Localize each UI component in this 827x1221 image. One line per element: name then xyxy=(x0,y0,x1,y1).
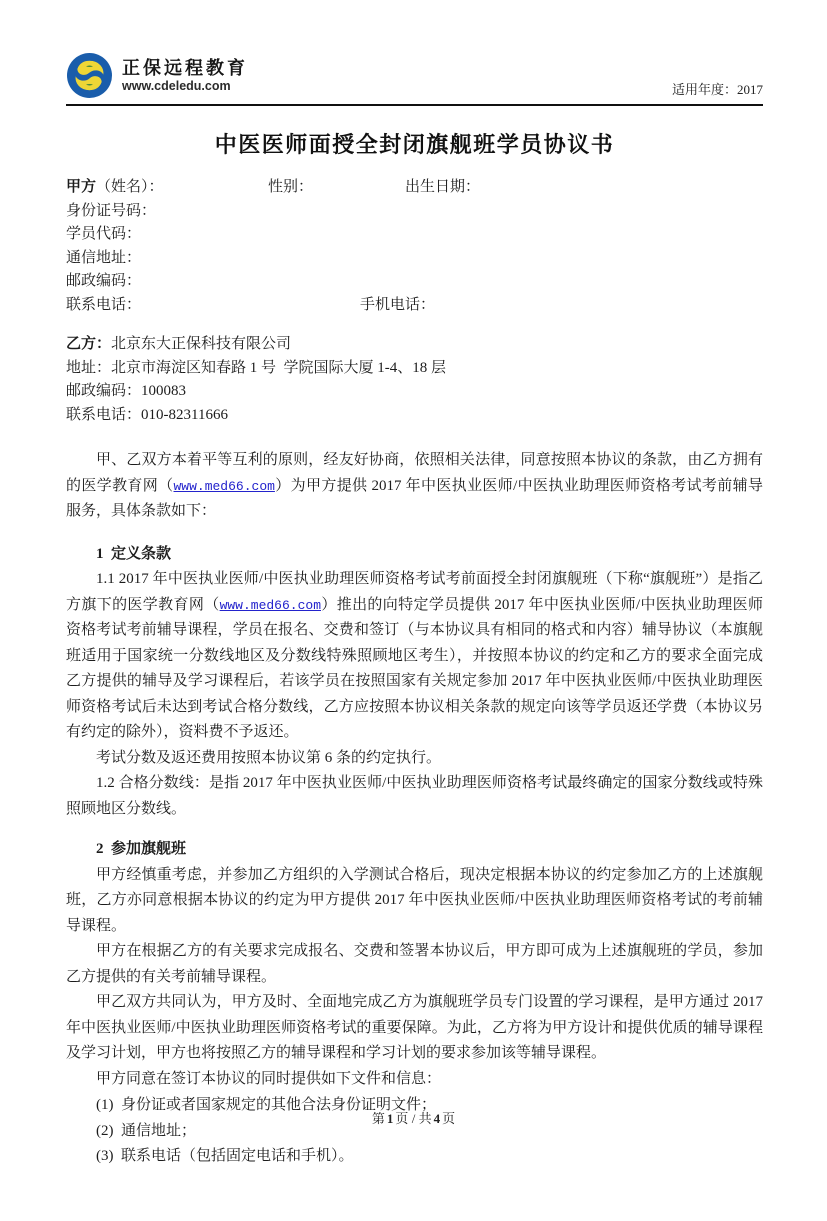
clause-2-p2: 甲方在根据乙方的有关要求完成报名、交费和签署本协议后，甲方即可成为上述旗舰班的学员，参加乙方提供的有关考前辅导课程。 xyxy=(66,943,763,985)
footer-prefix: 第 xyxy=(371,1111,385,1126)
brand-text xyxy=(122,57,248,94)
footer-total-prefix: 共 xyxy=(418,1111,432,1126)
required-doc-item-1: (1) 身份证或者国家规定的其他合法身份证明文件； xyxy=(96,1097,436,1113)
party-a-section xyxy=(66,176,763,317)
footer-pages-label: 页 xyxy=(395,1111,409,1126)
intro-text-pre: 甲、乙双方本着平等互利的原则，经友好协商，依照相关法律，同意按照本协议的条款，由乙方拥有的医学教育网（ xyxy=(66,452,763,494)
section-1-heading: 1 定义条款 xyxy=(96,545,172,562)
footer-total-pages: 4 xyxy=(433,1111,441,1126)
postcode-field: 邮政编码： xyxy=(66,273,142,289)
clause-1-1-pre: 1.1 2017 年中医执业医师/中医执业助理医师资格考试考前面授全封闭旗舰班（下称“旗舰班”）是指乙方旗下的医学教育网（ xyxy=(66,571,763,613)
id-number-field: 身份证号码： xyxy=(66,202,157,219)
mobile-field: 手机电话： xyxy=(360,296,436,313)
section-1-definitions xyxy=(66,542,763,823)
section-2-heading: 2 参加旗舰班 xyxy=(96,841,187,857)
med66-link[interactable]: www.med66.com xyxy=(173,478,275,494)
cdel-logo-icon xyxy=(66,52,113,99)
birth-date-field: 出生日期： xyxy=(405,179,481,195)
gender-field: 性别： xyxy=(268,179,314,195)
party-b-postcode: 邮政编码：100083 xyxy=(66,383,187,399)
party-a-name-field xyxy=(66,176,268,200)
clause-2-p4: 甲方同意在签订本协议的同时提供如下文件和信息： xyxy=(96,1070,442,1087)
party-a-row-name xyxy=(66,176,763,200)
clause-1-2: 1.2 合格分数线：是指 2017 年中医执业医师/中医执业助理医师资格考试最终确定的国家分数线或特殊照顾地区分数线。 xyxy=(66,775,763,817)
required-doc-item-3: (3) 联系电话（包括固定电话和手机）。 xyxy=(96,1148,354,1164)
document-title: 中医医师面授全封闭旗舰班学员协议书 xyxy=(214,132,615,157)
page-number-footer xyxy=(0,1108,827,1127)
party-a-row-phone xyxy=(66,294,763,318)
party-b-company: 北京东大正保科技有限公司 xyxy=(111,336,292,352)
party-b-phone: 联系电话：010-82311666 xyxy=(66,406,228,423)
document-page xyxy=(0,52,827,1169)
clause-1-1-note: 考试分数及返还费用按照本协议第 6 条的约定执行。 xyxy=(96,749,442,766)
brand-site-url: www.cdeledu.com xyxy=(122,79,231,93)
clause-2-p3: 甲乙双方共同认为，甲方及时、全面地完成乙方为旗舰班学员专门设置的学习课程，是甲方通过 2017 年中医执业医师/中医执业助理医师资格考试的重要保障。为此，乙方将为甲方设计和提供优质的辅导课程及学习计划，甲方也将按照乙方的辅导课程和学习计划的要求参加该等辅导课程。 xyxy=(66,994,767,1061)
party-b-label: 乙方： xyxy=(66,336,112,352)
brand-name: 正保远程教育 xyxy=(122,58,248,78)
clause-1-1-post: ）推出的向特定学员提供 2017 年中医执业医师/中医执业助理医师资格考试考前辅导课程，学员在报名、交费和签订（与本协议具有相同的格式和内容）辅导协议（本旗舰班适用于国家统一分数线地区及分数线特殊照顾地区考生），并按照本协议的约定和乙方的要求全面完成乙方提供的辅导及学习课程后，若该学员在按照国家有关规定参加 2017 年中医执业医师/中医执业助理医师资格考试后未达到考试合格分数线，乙方应按照本协议相关条款的规定向该等学员返还学费（本协议另有约定的除外），资料费不予返还。 xyxy=(66,596,763,740)
party-b-section xyxy=(66,333,763,427)
party-b-company-line xyxy=(66,333,763,357)
mailing-address-field: 通信地址： xyxy=(66,249,142,266)
clause-2-p1: 甲方经慎重考虑，并参加乙方组织的入学测试合格后，现决定根据本协议的约定参加乙方的上述旗舰班，乙方亦同意根据本协议的约定为甲方提供 2017 年中医执业医师/中医执业助理医师资格考试的考前辅导课程。 xyxy=(66,866,763,934)
intro-paragraph xyxy=(66,448,763,525)
footer-separator: / xyxy=(411,1111,416,1126)
required-doc-item-2: (2) 通信地址； xyxy=(96,1122,196,1139)
intro-block xyxy=(66,448,763,525)
footer-pages-label-2: 页 xyxy=(442,1111,456,1126)
page-header xyxy=(66,52,763,106)
brand-block xyxy=(66,52,248,99)
footer-current-page: 1 xyxy=(386,1111,394,1126)
med66-link-2[interactable]: www.med66.com xyxy=(219,597,321,613)
party-a-name-suffix: （姓名）： xyxy=(96,179,164,195)
clause-1-1 xyxy=(66,567,763,746)
intro-text-post: ）为甲方提供 2017 年中医执业医师/中医执业助理医师资格考试考前辅导服务，具体条款如下： xyxy=(66,477,763,519)
phone-field: 联系电话： xyxy=(66,296,142,313)
student-code-field: 学员代码： xyxy=(66,226,142,242)
party-a-label: 甲方 xyxy=(66,179,97,195)
applicable-year-label: 适用年度：2017 xyxy=(671,82,763,97)
party-b-address: 地址：北京市海淀区知春路 1 号 学院国际大厦 1-4、18 层 xyxy=(66,359,446,376)
